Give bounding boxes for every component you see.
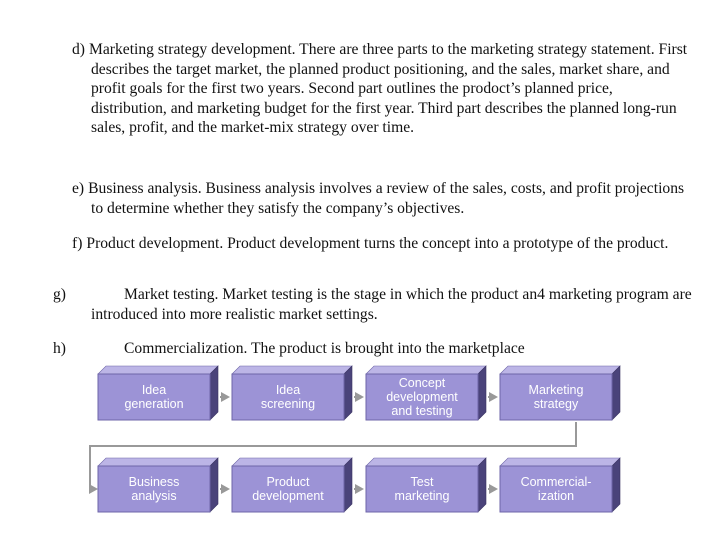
- arrowhead: [489, 484, 498, 494]
- box-label: marketing: [394, 489, 450, 503]
- box-top-face: [232, 458, 352, 466]
- arrowhead: [221, 484, 230, 494]
- box-side-face: [612, 458, 620, 512]
- box-label: development: [386, 390, 458, 404]
- box-label: Test: [410, 475, 434, 489]
- box-side-face: [344, 366, 352, 420]
- box-label: Marketing: [528, 383, 584, 397]
- box-label: analysis: [131, 489, 177, 503]
- stage-box: [500, 366, 620, 420]
- row2-arrow: [220, 484, 230, 494]
- box-side-face: [478, 458, 486, 512]
- box-label: Concept: [398, 376, 446, 390]
- arrowhead: [355, 484, 364, 494]
- box-side-face: [478, 366, 486, 420]
- box-side-face: [210, 458, 218, 512]
- row1-arrow: [354, 392, 364, 402]
- box-label: and testing: [391, 404, 453, 418]
- box-label: screening: [260, 397, 316, 411]
- box-label: Business: [128, 475, 180, 489]
- arrowhead: [221, 392, 230, 402]
- box-label: Idea: [141, 383, 167, 397]
- box-label: strategy: [533, 397, 579, 411]
- box-top-face: [500, 458, 620, 466]
- row2-arrow: [488, 484, 498, 494]
- stage-box: [98, 458, 218, 512]
- stage-box: [500, 458, 620, 512]
- stage-box: [232, 366, 352, 420]
- box-label: generation: [124, 397, 184, 411]
- box-top-face: [98, 366, 218, 374]
- paragraph-text: Product development. Product development turns the concept into a prototype of the product.: [86, 235, 669, 252]
- stage-box: [366, 366, 486, 420]
- paragraph-text: Marketing strategy development. There are three parts to the marketing strategy statement. First describes the target market, the planned product positioning, and the sales, market share, and profit goals for the first two years. Second part outlines the prodoct’s planned price, distribution, and marketing budget for the first year. Third part describes the planned long-run sales, profit, and the market-mix strategy over time.: [89, 41, 688, 137]
- box-label: ization: [537, 489, 575, 503]
- box-side-face: [344, 458, 352, 512]
- row1-arrow: [220, 392, 230, 402]
- box-top-face: [366, 366, 486, 374]
- paragraph-label: d): [72, 41, 85, 58]
- box-side-face: [612, 366, 620, 420]
- paragraph-label: h): [53, 340, 66, 357]
- arrowhead: [489, 392, 498, 402]
- arrowhead: [355, 392, 364, 402]
- paragraph-label: f): [72, 235, 83, 252]
- row1-arrow: [488, 392, 498, 402]
- row2-arrow: [354, 484, 364, 494]
- stage-box: [98, 366, 218, 420]
- box-label: Commercial-: [520, 475, 592, 489]
- arrowhead: [89, 484, 98, 494]
- paragraph-label: e): [72, 180, 85, 197]
- stage-box: [366, 458, 486, 512]
- box-label: Idea: [275, 383, 301, 397]
- paragraph-label: g): [53, 286, 66, 303]
- box-side-face: [210, 366, 218, 420]
- box-top-face: [500, 366, 620, 374]
- paragraph-text: Business analysis. Business analysis involves a review of the sales, costs, and profit projections to determine whether they satisfy the company’s objectives.: [88, 180, 685, 217]
- box-top-face: [366, 458, 486, 466]
- paragraph-text: Market testing. Market testing is the stage in which the product an4 marketing program are introduced into more realistic market settings.: [91, 286, 692, 323]
- box-label: development: [252, 489, 324, 503]
- box-label: Product: [266, 475, 310, 489]
- box-top-face: [232, 366, 352, 374]
- box-top-face: [98, 458, 218, 466]
- stage-box: [232, 458, 352, 512]
- paragraph-text: Commercialization. The product is brought into the marketplace: [124, 340, 525, 357]
